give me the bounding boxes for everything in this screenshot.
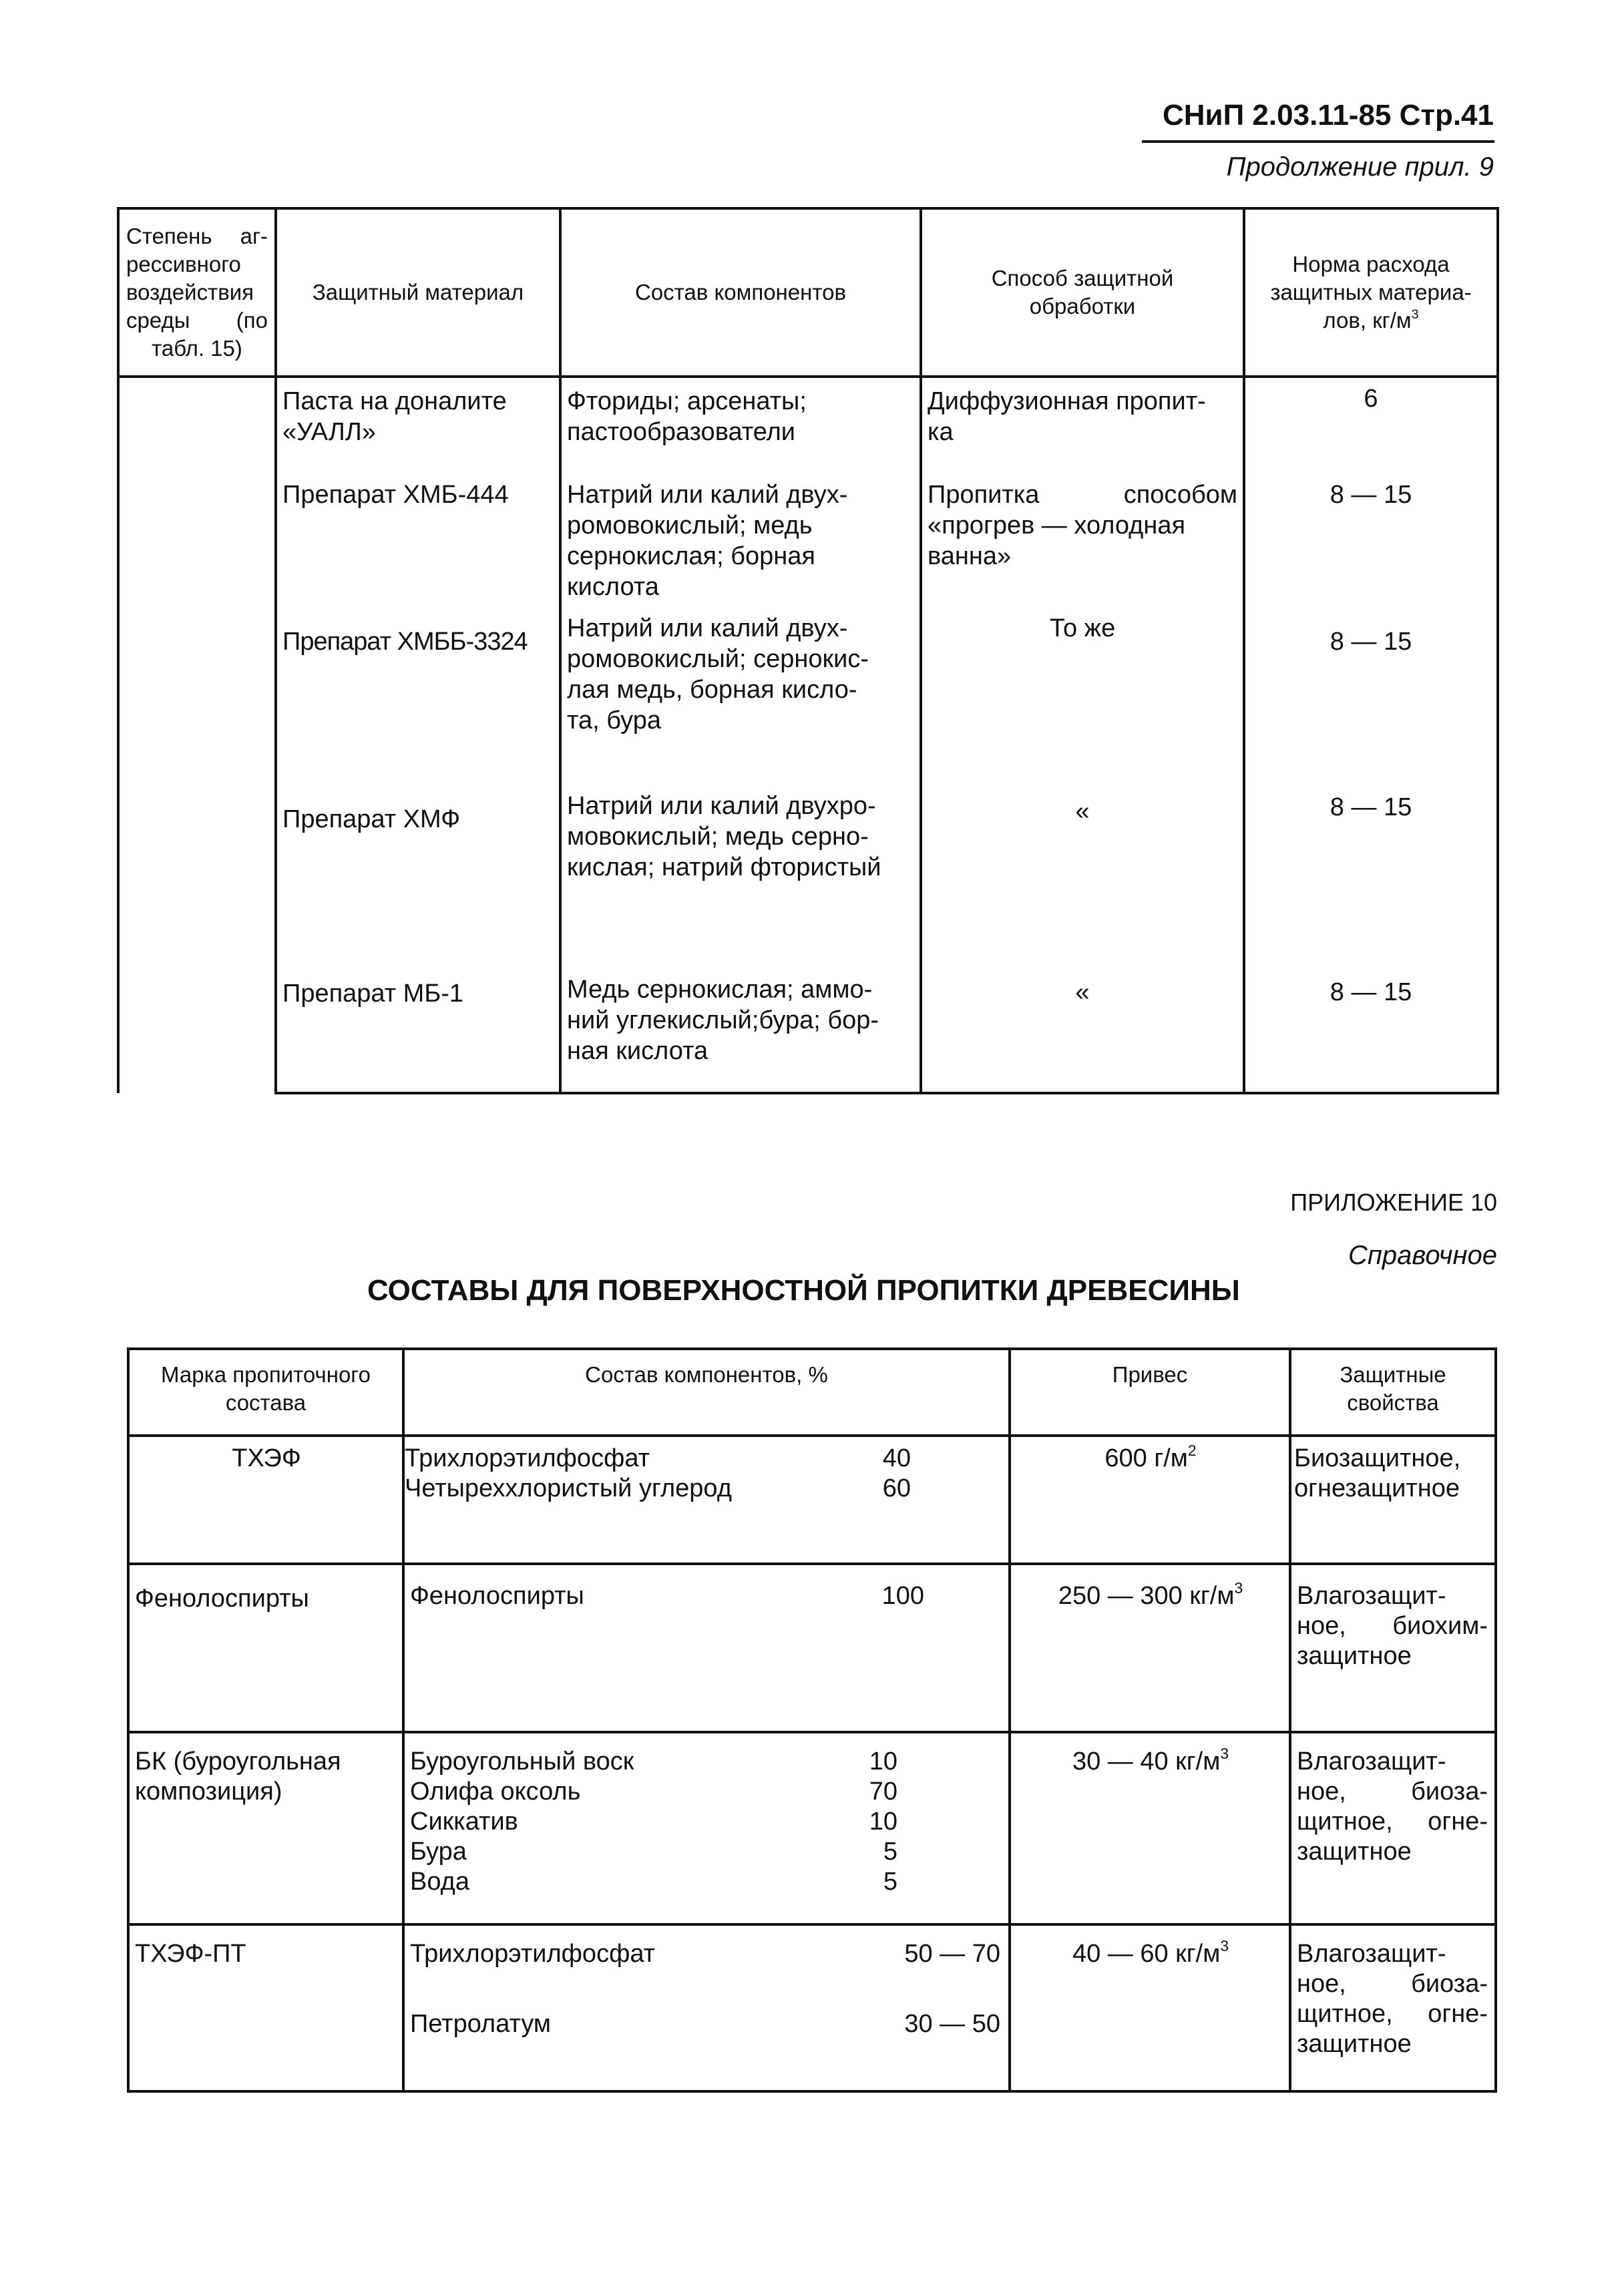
- composition-cell: Натрий или калий двух- ромовокислый; медь сернокислая; борная кислота: [560, 479, 921, 613]
- component-line: Буроугольный воск 10: [410, 1747, 897, 1776]
- continuation-note: Продолжение прил. 9: [1226, 152, 1494, 182]
- weight-cell: 250 — 300 $кг/м^3$: [1010, 1564, 1290, 1732]
- norm-cell: 8 — 15: [1244, 974, 1498, 1093]
- impregnation-compositions-table: [127, 1347, 1497, 2093]
- brand-cell: Фенолоспирты: [128, 1564, 403, 1732]
- composition-cell: Натрий или калий двухро- мовокислый; медь серно- кислая; натрий фтористый: [560, 791, 921, 974]
- table-row: [128, 1924, 1496, 2091]
- material-cell: Препарат ХМФ: [276, 791, 560, 974]
- weight-cell: 30 — 40 $кг/м^3$: [1010, 1732, 1290, 1924]
- brand-cell: ТХЭФ-ПТ: [128, 1924, 403, 2091]
- appendix-title: СОСТАВЫ ДЛЯ ПОВЕРХНОСТНОЙ ПРОПИТКИ ДРЕВЕСИНЫ: [367, 1274, 1240, 1307]
- table-row: [118, 791, 1498, 974]
- component-line: Вода 5: [410, 1868, 897, 1896]
- norm-cell: 6: [1244, 377, 1498, 479]
- component-line: Трихлорэтилфосфат 50 — 70: [410, 1940, 1000, 1968]
- header-composition: Состав компонентов: [560, 208, 921, 377]
- material-cell: Паста на доналите «УАЛЛ»: [276, 377, 560, 479]
- table-row: [128, 1436, 1496, 1564]
- brand-cell: ТХЭФ: [128, 1436, 403, 1564]
- norm-cell: 8 — 15: [1244, 479, 1498, 613]
- composition-cell: [403, 1924, 1010, 2091]
- method-cell: То же: [921, 613, 1244, 791]
- composition-cell: Медь сернокислая; аммо- ний углекислый;бура; бор- ная кислота: [560, 974, 921, 1093]
- table-row: [118, 613, 1498, 791]
- composition-cell: [403, 1732, 1010, 1924]
- document-reference: СНиП 2.03.11-85 Стр.41: [1162, 99, 1494, 132]
- component-line: Петролатум 30 — 50: [410, 2010, 1000, 2038]
- appendix-type: Справочное: [1348, 1241, 1497, 1270]
- header-material: Защитный материал: [276, 208, 560, 377]
- weight-cell: 600 $г/м^2$: [1010, 1436, 1290, 1564]
- brand-cell: БК (буроугольная композиция): [128, 1732, 403, 1924]
- header-rule: [1142, 140, 1494, 143]
- weight-cell: 40 — 60 $кг/м^3$: [1010, 1924, 1290, 2091]
- component-line: Олифа оксоль 70: [410, 1778, 897, 1806]
- component-line: Фенолоспирты 100: [410, 1582, 924, 1610]
- method-cell: «: [921, 974, 1244, 1093]
- method-cell: «: [921, 791, 1244, 974]
- properties-cell: Влагозащит- ное, биохим- защитное: [1290, 1564, 1496, 1732]
- composition-cell: [403, 1436, 1010, 1564]
- header-brand: Марка пропиточного состава: [128, 1349, 403, 1436]
- header-norm: Норма расхода защитных материа- лов, $кг/м^3$: [1244, 208, 1498, 377]
- table-row: [128, 1732, 1496, 1924]
- material-cell: Препарат МБ-1: [276, 974, 560, 1093]
- component-line: Четыреххлористый углерод 60: [405, 1474, 911, 1502]
- table-row: [118, 377, 1498, 479]
- header-degree: Степень аг- рессивного воздействия среды (по табл. 15): [118, 208, 276, 377]
- material-cell: Препарат ХМБ-444: [276, 479, 560, 613]
- table-row: [118, 479, 1498, 613]
- composition-cell: Фториды; арсенаты; пастообразователи: [560, 377, 921, 479]
- composition-cell: Натрий или калий двух- ромовокислый; сернокис- лая медь, борная кисло- та, бура: [560, 613, 921, 791]
- header-weight: Привес: [1010, 1349, 1290, 1436]
- appendix-label: ПРИЛОЖЕНИЕ 10: [1290, 1189, 1497, 1216]
- component-line: Трихлорэтилфосфат 40: [405, 1444, 911, 1472]
- table-row: [128, 1564, 1496, 1732]
- protective-materials-table: [117, 207, 1499, 1094]
- method-cell: Диффузионная пропит- ка: [921, 377, 1244, 479]
- component-line: Сиккатив 10: [410, 1808, 897, 1836]
- method-cell: Пропитка способом «прогрев — холодная ванна»: [921, 479, 1244, 613]
- table-header-row: [128, 1349, 1496, 1436]
- properties-cell: Влагозащит- ное, биоза- щитное, огне- защитное: [1290, 1924, 1496, 2091]
- header-composition: Состав компонентов, %: [403, 1349, 1010, 1436]
- material-cell: Препарат ХМББ-3324: [276, 613, 560, 791]
- component-line: Бура 5: [410, 1838, 897, 1866]
- header-properties: Защитные свойства: [1290, 1349, 1496, 1436]
- norm-cell: 8 — 15: [1244, 613, 1498, 791]
- degree-cell: [118, 377, 276, 1093]
- properties-cell: Влагозащит- ное, биоза- щитное, огне- защитное: [1290, 1732, 1496, 1924]
- header-method: Способ защитной обработки: [921, 208, 1244, 377]
- composition-cell: [403, 1564, 1010, 1732]
- table-row: [118, 974, 1498, 1093]
- properties-cell: Биозащитное, огнезащитное: [1290, 1436, 1496, 1564]
- norm-cell: 8 — 15: [1244, 791, 1498, 974]
- table-header-row: [118, 208, 1498, 377]
